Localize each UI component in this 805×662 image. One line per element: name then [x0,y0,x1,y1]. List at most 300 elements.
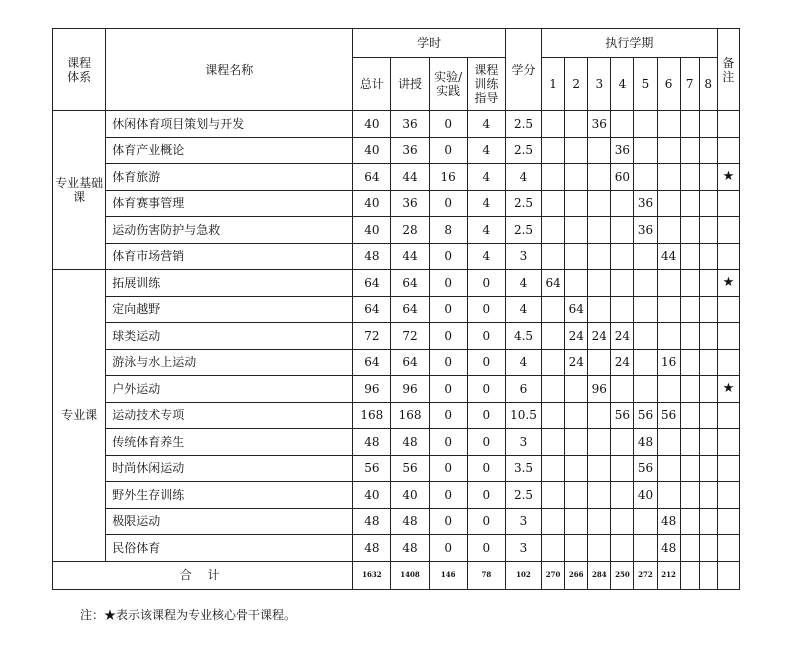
semester-7-hours [680,296,699,323]
table-row [53,296,740,323]
table-row [53,270,740,297]
semester-6-hours [657,376,680,403]
totals-lecture: 1408 [391,561,429,589]
credits: 2.5 [505,217,541,244]
hours-lecture: 28 [391,217,429,244]
hours-lab: 0 [429,296,467,323]
hours-training: 4 [467,243,505,270]
semester-3-hours [588,535,611,562]
hours-lab: 0 [429,190,467,217]
totals-row [53,561,740,589]
semester-6-hours: 56 [657,402,680,429]
remark [717,243,739,270]
semester-7-hours [680,535,699,562]
semester-3-hours [588,402,611,429]
totals-semester-6: 212 [657,561,680,589]
hours-lab: 0 [429,508,467,535]
semester-5-hours [634,270,657,297]
semester-3-hours [588,270,611,297]
semester-4-hours [611,243,634,270]
course-name: 传统体育养生 [106,429,353,456]
remark [717,455,739,482]
semester-8-hours [699,402,717,429]
semester-1-hours [542,429,565,456]
hours-lab: 0 [429,402,467,429]
semester-4-hours [611,508,634,535]
course-name: 野外生存训练 [106,482,353,509]
semester-8-hours [699,164,717,191]
semester-5-hours: 56 [634,455,657,482]
table-row [53,190,740,217]
semester-3-hours: 96 [588,376,611,403]
hours-lab: 0 [429,376,467,403]
semester-7-hours [680,217,699,244]
hours-training: 0 [467,402,505,429]
header-semester-3: 3 [588,58,611,111]
table-row [53,243,740,270]
semester-2-hours [565,164,588,191]
semester-6-hours [657,164,680,191]
header-remark: 备注 [717,29,739,111]
semester-4-hours [611,482,634,509]
semester-8-hours [699,111,717,138]
hours-total: 40 [353,217,391,244]
table-row [53,376,740,403]
semester-6-hours: 48 [657,535,680,562]
credits: 3 [505,243,541,270]
semester-7-hours [680,402,699,429]
hours-lecture: 56 [391,455,429,482]
header-lecture: 讲授 [391,58,429,111]
hours-lecture: 40 [391,482,429,509]
semester-8-hours [699,217,717,244]
semester-8-hours [699,296,717,323]
header-semester-8: 8 [699,58,717,111]
semester-5-hours: 36 [634,217,657,244]
table-row [53,535,740,562]
semester-6-hours [657,429,680,456]
header-semester-5: 5 [634,58,657,111]
hours-total: 48 [353,243,391,270]
hours-lecture: 64 [391,270,429,297]
semester-7-hours [680,323,699,350]
hours-lecture: 48 [391,535,429,562]
semester-1-hours [542,217,565,244]
hours-total: 48 [353,535,391,562]
remark [717,402,739,429]
semester-1-hours [542,535,565,562]
semester-7-hours [680,376,699,403]
semester-4-hours [611,455,634,482]
semester-2-hours [565,270,588,297]
semester-5-hours [634,508,657,535]
table-row [53,164,740,191]
semester-6-hours [657,455,680,482]
hours-training: 4 [467,190,505,217]
hours-training: 0 [467,482,505,509]
semester-8-hours [699,455,717,482]
course-name: 时尚休闲运动 [106,455,353,482]
semester-4-hours [611,376,634,403]
hours-total: 96 [353,376,391,403]
table-row [53,349,740,376]
hours-total: 168 [353,402,391,429]
semester-8-hours [699,270,717,297]
course-plan-table [52,28,740,590]
course-name: 体育旅游 [106,164,353,191]
semester-7-hours [680,349,699,376]
semester-1-hours [542,137,565,164]
semester-7-hours [680,111,699,138]
table-row [53,402,740,429]
hours-training: 4 [467,137,505,164]
semester-3-hours [588,137,611,164]
footnote: 注：★表示该课程为专业核心骨干课程。 [80,608,297,622]
credits: 4 [505,270,541,297]
hours-lecture: 44 [391,243,429,270]
credits: 10.5 [505,402,541,429]
semester-1-hours [542,402,565,429]
semester-4-hours [611,190,634,217]
totals-label: 合 计 [53,561,353,589]
header-semester-6: 6 [657,58,680,111]
hours-lab: 16 [429,164,467,191]
hours-lab: 0 [429,535,467,562]
hours-training: 4 [467,164,505,191]
semester-5-hours: 40 [634,482,657,509]
remark [717,482,739,509]
semester-8-hours [699,349,717,376]
semester-8-hours [699,137,717,164]
semester-1-hours [542,111,565,138]
semester-2-hours: 24 [565,349,588,376]
semester-6-hours: 48 [657,508,680,535]
semester-7-hours [680,243,699,270]
hours-total: 64 [353,164,391,191]
semester-2-hours [565,190,588,217]
header-semester-2: 2 [565,58,588,111]
semester-5-hours: 56 [634,402,657,429]
totals-total: 1632 [353,561,391,589]
semester-2-hours: 24 [565,323,588,350]
hours-training: 4 [467,217,505,244]
course-name: 球类运动 [106,323,353,350]
semester-2-hours [565,376,588,403]
hours-training: 0 [467,376,505,403]
semester-5-hours [634,376,657,403]
semester-3-hours [588,296,611,323]
credits: 3 [505,429,541,456]
semester-7-hours [680,455,699,482]
remark [717,296,739,323]
table-row [53,482,740,509]
semester-2-hours [565,137,588,164]
credits: 2.5 [505,111,541,138]
header-semester-7: 7 [680,58,699,111]
hours-total: 40 [353,482,391,509]
remark [717,349,739,376]
hours-training: 0 [467,296,505,323]
group-label [53,111,106,270]
semester-4-hours: 36 [611,137,634,164]
semester-2-hours [565,111,588,138]
semester-8-hours [699,376,717,403]
totals-semester-8 [699,561,717,589]
semester-6-hours [657,111,680,138]
semester-6-hours [657,296,680,323]
semester-4-hours [611,270,634,297]
semester-5-hours [634,111,657,138]
semester-7-hours [680,508,699,535]
semester-2-hours: 64 [565,296,588,323]
semester-6-hours [657,217,680,244]
semester-8-hours [699,508,717,535]
course-name: 游泳与水上运动 [106,349,353,376]
header-semester-4: 4 [611,58,634,111]
remark [717,217,739,244]
semester-5-hours [634,535,657,562]
semester-3-hours [588,243,611,270]
hours-total: 56 [353,455,391,482]
hours-total: 64 [353,296,391,323]
remark [717,111,739,138]
group-label [53,270,106,562]
semester-6-hours [657,482,680,509]
semester-4-hours [611,429,634,456]
table-row [53,111,740,138]
semester-6-hours: 44 [657,243,680,270]
semester-5-hours [634,323,657,350]
hours-training: 0 [467,535,505,562]
hours-lecture: 36 [391,111,429,138]
semester-6-hours [657,270,680,297]
semester-5-hours: 48 [634,429,657,456]
semester-3-hours [588,429,611,456]
header-semester-1: 1 [542,58,565,111]
hours-total: 48 [353,429,391,456]
hours-lab: 0 [429,455,467,482]
semester-1-hours [542,482,565,509]
table-row [53,429,740,456]
course-name: 运动技术专项 [106,402,353,429]
hours-total: 72 [353,323,391,350]
totals-semester-4: 250 [611,561,634,589]
hours-total: 40 [353,190,391,217]
totals-credits: 102 [505,561,541,589]
semester-2-hours [565,535,588,562]
table-row [53,508,740,535]
semester-4-hours [611,535,634,562]
semester-2-hours [565,508,588,535]
semester-1-hours [542,243,565,270]
semester-4-hours [611,217,634,244]
semester-7-hours [680,482,699,509]
semester-7-hours [680,164,699,191]
remark [717,190,739,217]
hours-lecture: 36 [391,137,429,164]
semester-1-hours [542,455,565,482]
group-name: 专业基础课 [55,176,104,204]
hours-training: 0 [467,508,505,535]
semester-7-hours [680,270,699,297]
header-total: 总计 [353,58,391,111]
header-training: 课程训练指导 [467,58,505,111]
semester-4-hours: 60 [611,164,634,191]
semester-3-hours: 24 [588,323,611,350]
semester-2-hours [565,217,588,244]
semester-4-hours: 24 [611,349,634,376]
hours-lab: 8 [429,217,467,244]
semester-7-hours [680,137,699,164]
hours-lecture: 48 [391,429,429,456]
hours-training: 0 [467,270,505,297]
hours-lab: 0 [429,137,467,164]
core-course-star-icon: ★ [717,376,739,403]
credits: 2.5 [505,137,541,164]
semester-8-hours [699,429,717,456]
course-name: 民俗体育 [106,535,353,562]
hours-training: 0 [467,349,505,376]
semester-1-hours: 64 [542,270,565,297]
semester-6-hours [657,137,680,164]
semester-1-hours [542,190,565,217]
course-name: 运动伤害防护与急救 [106,217,353,244]
course-name: 户外运动 [106,376,353,403]
semester-5-hours [634,137,657,164]
course-name: 体育赛事管理 [106,190,353,217]
table-row [53,137,740,164]
hours-training: 0 [467,455,505,482]
remark [717,323,739,350]
hours-total: 48 [353,508,391,535]
hours-lab: 0 [429,270,467,297]
totals-lab: 146 [429,561,467,589]
semester-4-hours [611,296,634,323]
semester-6-hours [657,190,680,217]
hours-lab: 0 [429,429,467,456]
semester-1-hours [542,323,565,350]
table-row [53,323,740,350]
semester-3-hours [588,349,611,376]
hours-training: 4 [467,111,505,138]
hours-training: 0 [467,323,505,350]
hours-lab: 0 [429,243,467,270]
totals-semester-7 [680,561,699,589]
semester-2-hours [565,455,588,482]
remark [717,137,739,164]
semester-6-hours: 16 [657,349,680,376]
header-system: 课程体系 [53,29,106,111]
hours-lab: 0 [429,111,467,138]
semester-3-hours [588,164,611,191]
header-semesters: 执行学期 [542,29,718,58]
header-hours: 学时 [353,29,506,58]
header-course-name: 课程名称 [106,29,353,111]
semester-7-hours [680,429,699,456]
credits: 3 [505,508,541,535]
semester-3-hours [588,508,611,535]
header-lab: 实验/实践 [429,58,467,111]
semester-4-hours [611,111,634,138]
semester-5-hours [634,296,657,323]
credits: 4 [505,164,541,191]
course-name: 休闲体育项目策划与开发 [106,111,353,138]
totals-semester-3: 284 [588,561,611,589]
course-name: 拓展训练 [106,270,353,297]
semester-3-hours: 36 [588,111,611,138]
semester-8-hours [699,535,717,562]
hours-lecture: 64 [391,349,429,376]
hours-lab: 0 [429,482,467,509]
semester-3-hours [588,482,611,509]
semester-8-hours [699,323,717,350]
credits: 6 [505,376,541,403]
semester-2-hours [565,482,588,509]
hours-total: 64 [353,349,391,376]
hours-lecture: 48 [391,508,429,535]
header-credits: 学分 [505,29,541,111]
hours-lecture: 96 [391,376,429,403]
totals-semester-2: 266 [565,561,588,589]
semester-3-hours [588,217,611,244]
credits: 2.5 [505,482,541,509]
hours-training: 0 [467,429,505,456]
semester-1-hours [542,508,565,535]
semester-5-hours [634,164,657,191]
hours-lab: 0 [429,349,467,376]
remark [717,535,739,562]
semester-6-hours [657,323,680,350]
table-row [53,455,740,482]
credits: 4 [505,349,541,376]
totals-training: 78 [467,561,505,589]
hours-total: 64 [353,270,391,297]
totals-semester-5: 272 [634,561,657,589]
semester-7-hours [680,190,699,217]
credits: 4.5 [505,323,541,350]
semester-3-hours [588,455,611,482]
totals-semester-1: 270 [542,561,565,589]
course-name: 极限运动 [106,508,353,535]
credits: 3 [505,535,541,562]
hours-total: 40 [353,111,391,138]
semester-2-hours [565,243,588,270]
table-row [53,217,740,244]
hours-lab: 0 [429,323,467,350]
hours-lecture: 36 [391,190,429,217]
semester-4-hours: 24 [611,323,634,350]
semester-8-hours [699,190,717,217]
semester-3-hours [588,190,611,217]
semester-4-hours: 56 [611,402,634,429]
semester-1-hours [542,349,565,376]
totals-remark [717,561,739,589]
semester-5-hours [634,243,657,270]
semester-1-hours [542,376,565,403]
remark [717,429,739,456]
semester-2-hours [565,429,588,456]
hours-lecture: 44 [391,164,429,191]
core-course-star-icon: ★ [717,164,739,191]
credits: 2.5 [505,190,541,217]
hours-lecture: 168 [391,402,429,429]
semester-8-hours [699,482,717,509]
credits: 3.5 [505,455,541,482]
semester-1-hours [542,164,565,191]
semester-5-hours: 36 [634,190,657,217]
remark [717,508,739,535]
hours-lecture: 72 [391,323,429,350]
